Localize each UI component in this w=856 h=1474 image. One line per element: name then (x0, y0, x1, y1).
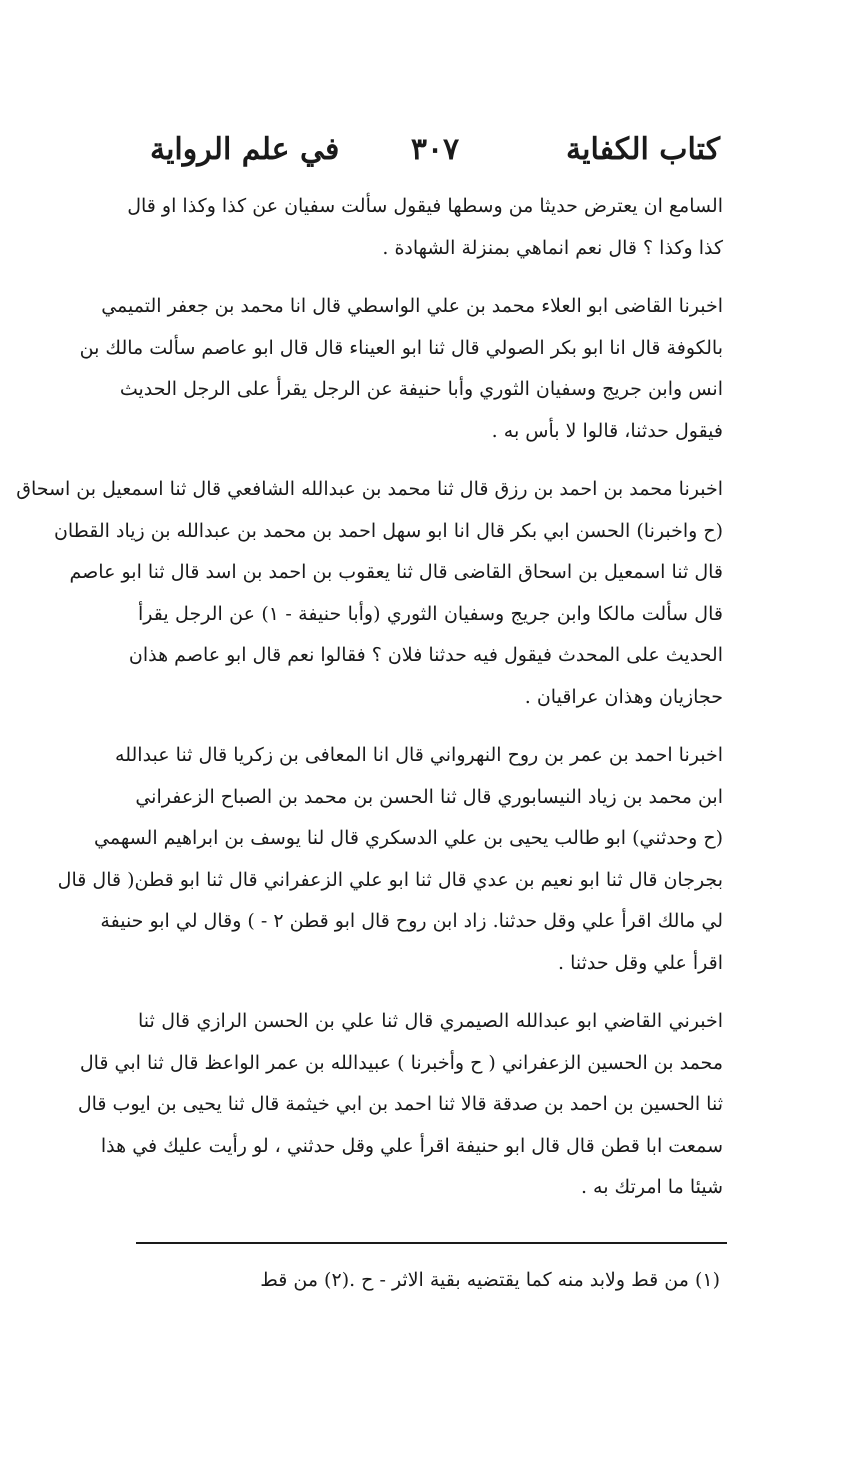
paragraph (16, 469, 723, 718)
text-line: فيقول حدثنا، قالوا لا بأس به . (491, 419, 723, 442)
running-header (150, 128, 720, 178)
text-line: بالكوفة قال انا ابو بكر الصولي قال ثنا ابو العيناء قال قال ابو عاصم سألت مالك بن (79, 336, 723, 359)
paragraph (57, 735, 723, 984)
book-title: كتاب الكفاية (566, 132, 720, 167)
text-line: اخبرنا محمد بن احمد بن رزق قال ثنا محمد بن عبدالله الشافعي قال ثنا اسمعيل بن اسحاق (16, 478, 723, 500)
text-line: سمعت ابا قطن قال قال ابو حنيفة اقرأ علي وقل حدثني ، لو رأيت عليك في هذا (100, 1134, 723, 1157)
book-subtitle: في علم الرواية (150, 132, 340, 167)
paragraph (127, 186, 723, 269)
text-line: الحديث على المحدث فيقول فيه حدثنا فلان ؟ فقالوا نعم قال ابو عاصم هذان (128, 644, 723, 666)
text-body (16, 186, 723, 1226)
text-line: اخبرني القاضي ابو عبدالله الصيمري قال ثنا علي بن الحسن الرازي قال ثنا (138, 1010, 723, 1032)
text-line: (ح وحدثني) ابو طالب يحيى بن علي الدسكري قال لنا يوسف بن ابراهيم السهمي (94, 827, 723, 849)
text-line: كذا وكذا ؟ قال نعم انماهي بمنزلة الشهادة . (382, 236, 723, 259)
text-line: اقرأ علي وقل حدثنا . (558, 951, 723, 974)
text-line: ثنا الحسين بن احمد بن صدقة قالا ثنا احمد بن ابي خيثمة قال ثنا يحيى بن ايوب قال (77, 1093, 723, 1115)
text-line: محمد بن الحسين الزعفراني ( ح وأخبرنا ) عبيدالله بن عمر الواعظ قال ثنا ابي قال (79, 1051, 723, 1074)
text-line: لي مالك اقرأ علي وقل حدثنا. زاد ابن روح قال ابو قطن ٢ - ) وقال لي ابو حنيفة (100, 910, 723, 932)
footnote: (١) من قط ولابد منه كما يقتضيه بقية الاثر - ح .(٢) من قط (260, 1269, 720, 1291)
footnote-divider (136, 1242, 727, 1244)
paragraph (79, 286, 723, 452)
page-number: ٣٠٧ (410, 132, 460, 167)
text-line: (ح واخبرنا) الحسن ابي بكر قال انا ابو سهل احمد بن محمد بن عبدالله بن زياد القطان (53, 519, 723, 542)
text-line: حجازيان وهذان عراقيان . (524, 685, 723, 708)
paragraph (77, 1001, 723, 1209)
text-line: بجرجان قال ثنا ابو نعيم بن عدي قال ثنا ابو علي الزعفراني قال ثنا ابو قطن( قال قال (57, 868, 723, 891)
text-line: اخبرنا القاضى ابو العلاء محمد بن علي الواسطي قال انا محمد بن جعفر التميمي (101, 295, 723, 317)
text-line: شيئا ما امرتك به . (580, 1176, 723, 1198)
text-line: ابن محمد بن زياد النيسابوري قال ثنا الحسن بن محمد بن الصباح الزعفراني (135, 785, 723, 808)
text-line: قال سألت مالكا وابن جريج وسفيان الثوري (وأبا حنيفة - ١) عن الرجل يقرأ (138, 602, 723, 625)
text-line: السامع ان يعترض حديثا من وسطها فيقول سألت سفيان عن كذا وكذا او قال (127, 195, 723, 217)
text-line: انس وابن جريج وسفيان الثوري وأبا حنيفة عن الرجل يقرأ على الرجل الحديث (119, 378, 723, 400)
text-line: اخبرنا احمد بن عمر بن روح النهرواني قال انا المعافى بن زكريا قال ثنا عبدالله (115, 744, 723, 766)
text-line: قال ثنا اسمعيل بن اسحاق القاضى قال ثنا يعقوب بن احمد بن اسد قال ثنا ابو عاصم (69, 561, 723, 583)
